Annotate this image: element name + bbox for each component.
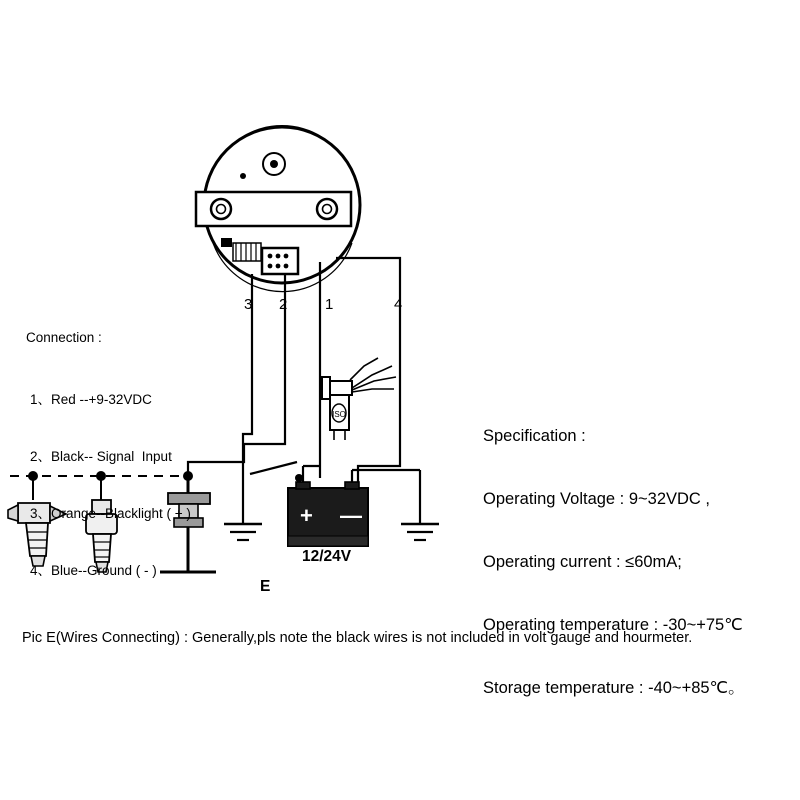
specification-block <box>483 384 745 741</box>
ignition-switch <box>322 358 396 440</box>
chassis-ground-right <box>401 524 439 540</box>
connection-title: Connection : <box>26 330 102 345</box>
wire-bundle <box>188 258 403 488</box>
specification-line-3: Operating temperature : -30~+75℃ <box>483 616 743 634</box>
svg-text:ISO: ISO <box>332 410 346 419</box>
pin-label-1: 1 <box>325 296 334 313</box>
specification-line-2: Operating current : ≤60mA; <box>483 553 682 571</box>
specification-line-1: Operating Voltage : 9~32VDC , <box>483 490 711 508</box>
switch-contact <box>250 462 303 482</box>
specification-title: Specification : <box>483 427 586 445</box>
battery-label: 12/24V <box>302 548 352 565</box>
gauge-assembly <box>196 126 360 292</box>
connection-item-1: 1、Red --+9-32VDC <box>30 392 152 407</box>
figure-caption: Pic E(Wires Connecting) : Generally,pls note the black wires is not included in volt gauge and hourmeter. <box>22 630 693 646</box>
chassis-ground-middle <box>224 478 262 540</box>
battery-minus-terminal: — <box>340 503 362 528</box>
pin-label-4: 4 <box>394 296 403 313</box>
connection-item-3: 3、Orange--Blacklight ( + ) <box>30 506 191 521</box>
ground-label-e: E <box>260 578 271 595</box>
specification-line-4: Storage temperature : -40~+85℃。 <box>483 679 745 697</box>
connection-item-4: 4、Blue--Ground ( - ) <box>30 563 157 578</box>
connection-list <box>30 352 191 618</box>
connection-item-2: 2、Black-- Signal Input <box>30 449 172 464</box>
pin-label-2: 2 <box>279 296 288 313</box>
battery-plus-terminal: + <box>300 503 313 528</box>
pin-label-3: 3 <box>244 296 253 313</box>
